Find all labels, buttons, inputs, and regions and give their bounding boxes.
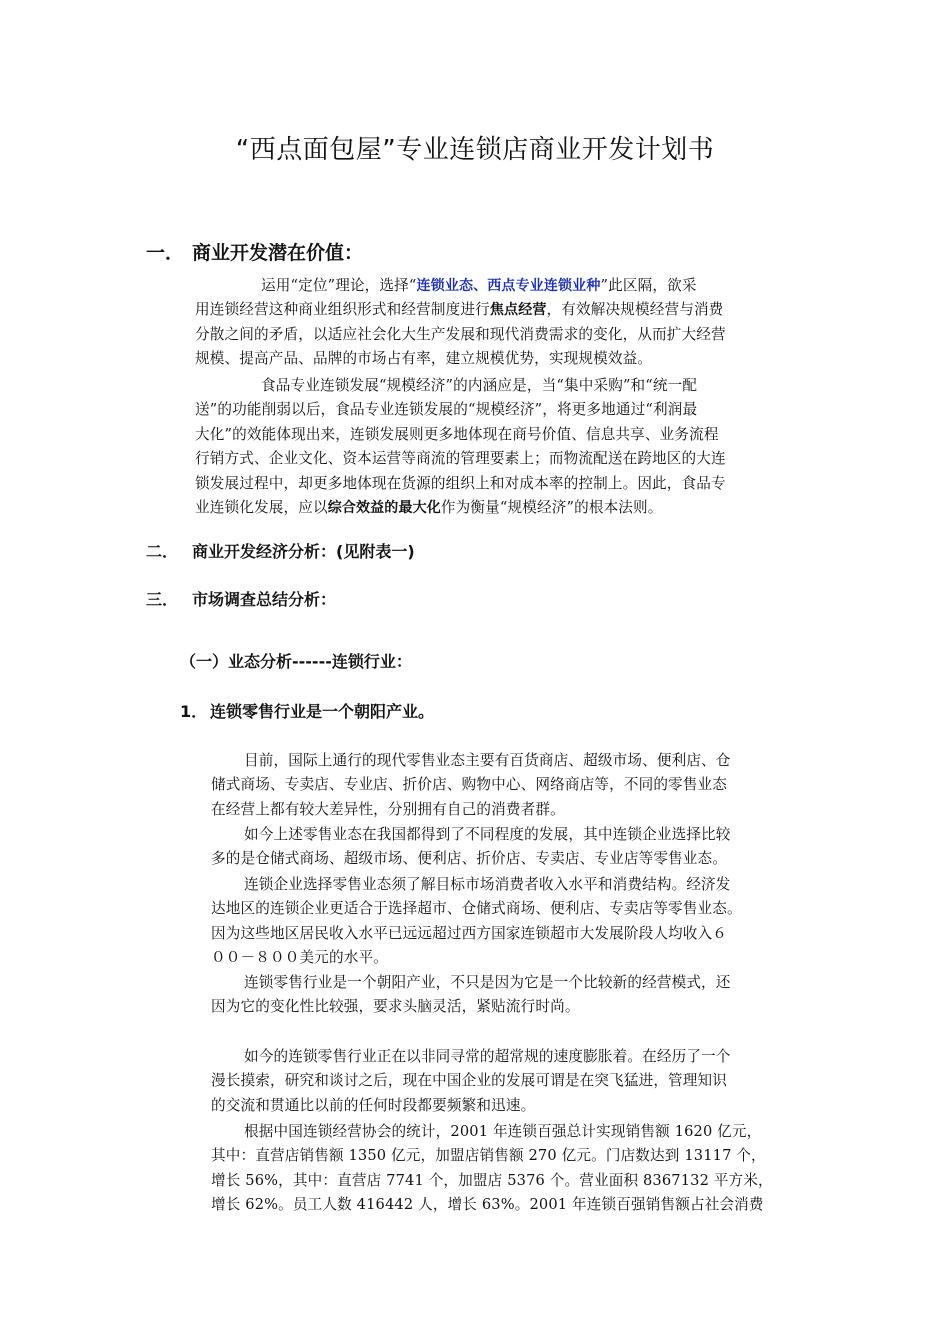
paragraph-line: 多的是仓储式商场、超级市场、便利店、折价店、专卖店、专业店等零售业态。	[211, 850, 728, 868]
paragraph-line: 送”的功能削弱以后，食品专业连锁发展的“规模经济”，将更多地通过“利润最	[195, 401, 698, 419]
paragraph-target-market	[211, 873, 821, 971]
item-1-heading	[180, 700, 434, 724]
item-1-label: 连锁零售行业是一个朝阳产业。	[210, 702, 435, 721]
section-2-number: 二．	[146, 542, 179, 561]
section-3-number: 三．	[146, 590, 179, 609]
paragraph-line: ００－８００美元的水平。	[211, 949, 388, 967]
paragraph-line: 增长 56%，其中：直营店 7741 个，加盟店 5376 个。营业面积 8367132 平方米，	[211, 1171, 773, 1189]
paragraph-line: 根据中国连锁经营协会的统计，2001 年连锁百强总计实现销售额 1620 亿元，	[244, 1123, 762, 1140]
section-2-label: 商业开发经济分析：(见附表一)	[192, 542, 415, 561]
paragraph-line: 增长 62%。员工人数 416442 人，增长 63%。2001 年连锁百强销售额占社会消费	[211, 1196, 764, 1214]
emphasis-focus-operation: 焦点经营	[489, 302, 547, 319]
paragraph-line: 如今上述零售业态在我国都得到了不同程度的发展，其中连锁企业选择比较	[244, 826, 731, 843]
paragraph-line: 的交流和贯通比以前的任何时段都要频繁和迅速。	[211, 1096, 536, 1114]
section-1-number: 一．	[146, 242, 185, 264]
paragraph-line: 食品专业连锁发展“规模经济”的内涵应是，当“集中采购”和“统一配	[261, 377, 698, 394]
paragraph-line: 业连锁化发展，应以综合效益的最大化作为衡量“规模经济”的根本法则。	[195, 498, 663, 516]
paragraph-scale-economy	[195, 374, 810, 520]
paragraph-line: 因为这些地区居民收入水平已远远超过西方国家连锁超市大发展阶段人均收入６	[211, 924, 728, 942]
paragraph-line: 漫长摸索，研究和谈讨之后，现在中国企业的发展可谓是在突飞猛进，管理知识	[211, 1072, 728, 1090]
paragraph-line: 分散之间的矛盾，以适应社会化大生产发展和现代消费需求的变化，从而扩大经营	[195, 325, 726, 343]
paragraph-domestic-development	[211, 823, 821, 872]
paragraph-retail-formats	[211, 749, 821, 822]
paragraph-line: 大化”的效能体现出来，连锁发展则更多地体现在商号价值、信息共享、业务流程	[195, 425, 719, 443]
paragraph-positioning	[195, 274, 810, 372]
paragraph-line: 储式商场、专卖店、专业店、折价店、购物中心、网络商店等，不同的零售业态	[211, 776, 728, 794]
paragraph-line: 其中：直营店销售额 1350 亿元，加盟店销售额 270 亿元。门店数达到 13117 个，	[211, 1147, 766, 1165]
paragraph-line: 如今的连锁零售行业正在以非同寻常的超常规的速度膨胀着。在经历了一个	[244, 1048, 731, 1065]
item-1-number: 1．	[180, 702, 208, 721]
paragraph-line: 行销方式、企业文化、资本运营等商流的管理要素上；而物流配送在跨地区的大连	[195, 450, 726, 468]
paragraph-rapid-expansion	[211, 1045, 821, 1118]
section-2-heading	[146, 540, 415, 564]
highlight-chain-format: 连锁业态、西点专业连锁业种	[416, 278, 601, 294]
emphasis-overall-benefit: 综合效益的最大化	[327, 499, 441, 516]
document-title: “西点面包屋”专业连锁店商业开发计划书	[235, 135, 715, 165]
paragraph-line: 目前，国际上通行的现代零售业态主要有百货商店、超级市场、便利店、仓	[244, 752, 731, 769]
section-1-heading	[146, 241, 363, 265]
subsection-format-analysis: （一）业态分析------连锁行业：	[180, 652, 412, 671]
paragraph-line: 运用“定位”理论，选择“连锁业态、西点专业连锁业种”此区隔，欲采	[261, 277, 697, 294]
section-3-label: 市场调查总结分析：	[192, 590, 337, 609]
paragraph-line: 锁发展过程中，却更多地体现在货源的组织上和对成本率的控制上。因此，食品专	[195, 474, 726, 492]
section-1-label: 商业开发潜在价值：	[192, 242, 364, 264]
paragraph-line: 用连锁经营这种商业组织形式和经营制度进行焦点经营，有效解决规模经营与消费	[195, 301, 724, 319]
paragraph-statistics	[211, 1120, 821, 1218]
paragraph-line: 连锁零售行业是一个朝阳产业，不只是因为它是一个比较新的经营模式，还	[244, 974, 731, 991]
section-3-heading	[146, 588, 336, 612]
paragraph-line: 规模、提高产品、品牌的市场占有率，建立规模优势，实现规模效益。	[195, 350, 653, 368]
paragraph-line: 连锁企业选择零售业态须了解目标市场消费者收入水平和消费结构。经济发	[244, 876, 731, 893]
paragraph-line: 在经营上都有较大差异性，分别拥有自己的消费者群。	[211, 800, 565, 818]
paragraph-line: 达地区的连锁企业更适合于选择超市、仓储式商场、便利店、专卖店等零售业态。	[211, 900, 742, 918]
paragraph-rising-industry	[211, 971, 821, 1020]
paragraph-line: 因为它的变化性比较强，要求头脑灵活，紧贴流行时尚。	[211, 998, 580, 1016]
